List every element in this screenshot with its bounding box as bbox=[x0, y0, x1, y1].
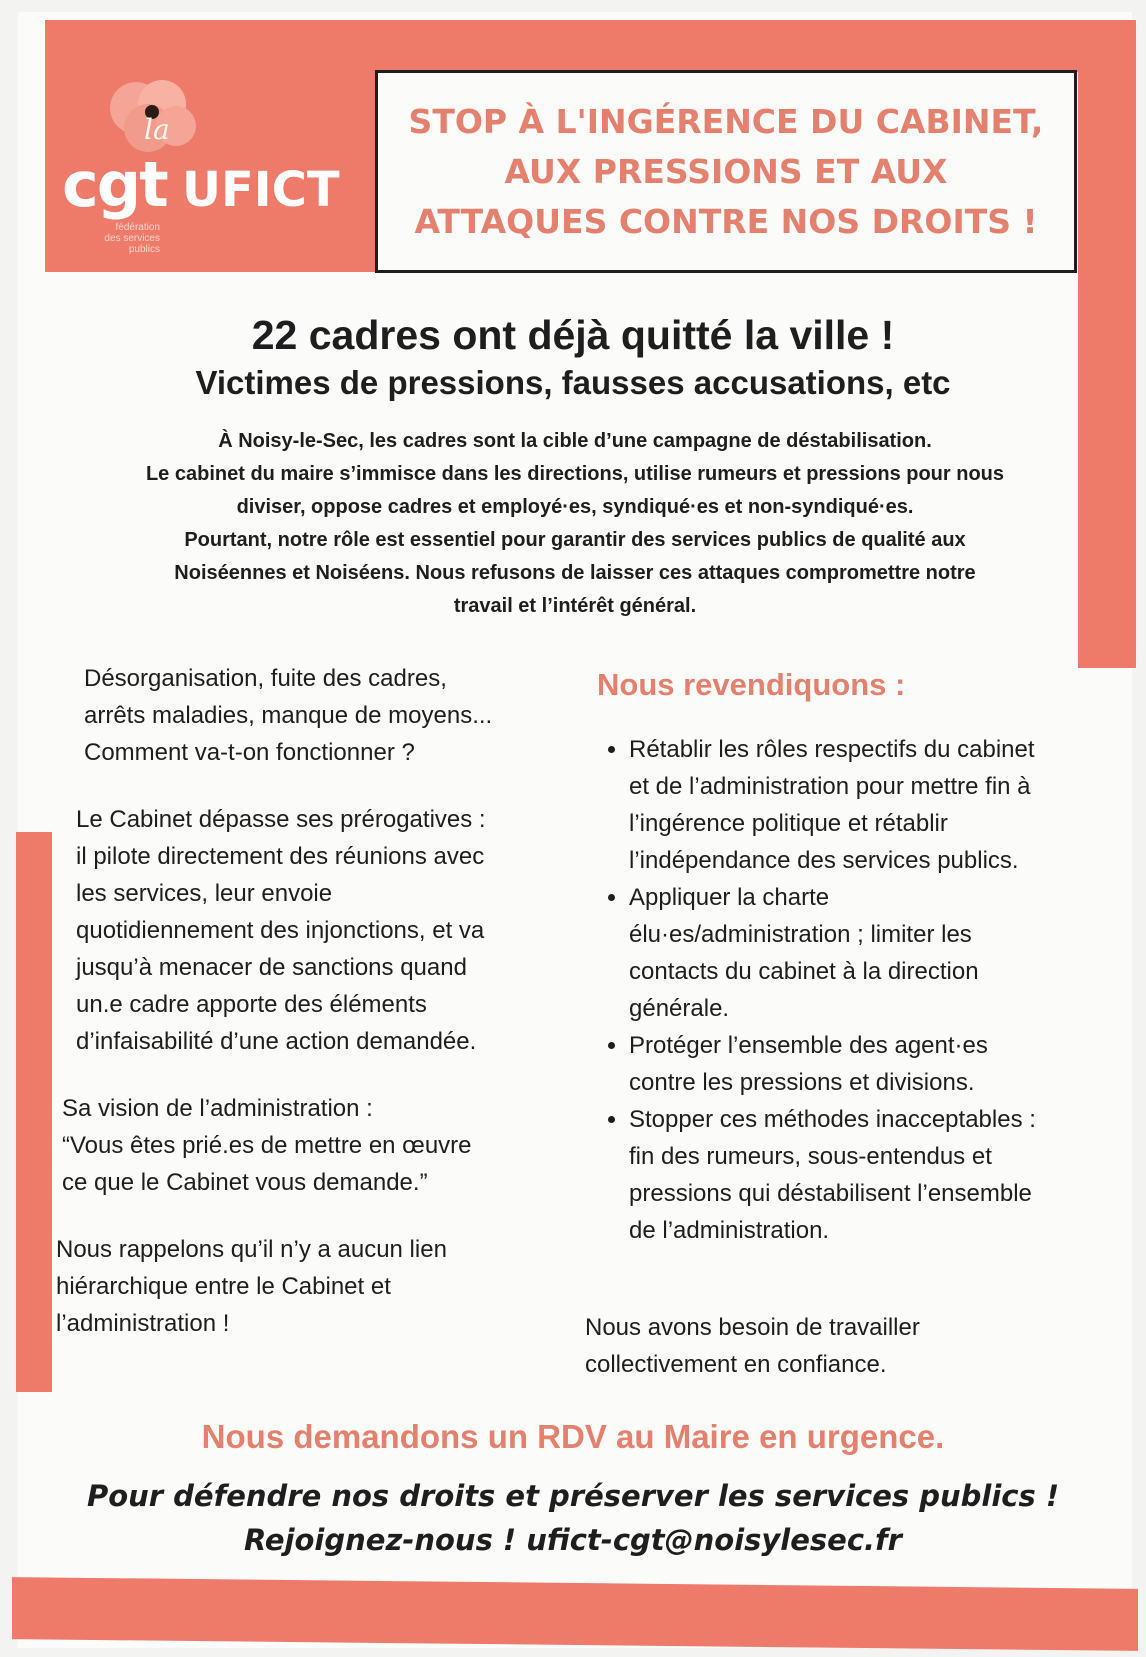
right-column bbox=[585, 666, 1105, 1383]
footer-call bbox=[0, 1474, 1146, 1562]
footer-contact: Rejoignez-nous ! ufict-cgt@noisylesec.fr bbox=[244, 1523, 902, 1557]
stop-banner bbox=[375, 70, 1077, 273]
intro-paragraph: À Noisy-le-Sec, les cadres sont la cible d’une campagne de déstabilisation. Le cabinet du maire s’immisce dans les directions, utilise rumeurs et pressions pour nous diviser, oppose cadres et employé·es, syndiqué·es et non-syndiqué·es. Pourtant, notre rôle est essentiel pour garantir des services publics de qualité aux Noiséennes et Noiséens. Nous refusons de laisser ces attaques compromettre notre travail et l’intérêt général. bbox=[145, 430, 1005, 617]
page-title: 22 cadres ont déjà quitté la ville ! bbox=[251, 312, 895, 358]
paragraph-besoin: Nous avons besoin de travailler collectivement en confiance. bbox=[585, 1314, 920, 1378]
paragraph-disorganisation: Désorganisation, fuite des cadres, arrêts maladies, manque de moyens... Comment va-t-on fonctionner ? bbox=[84, 665, 493, 766]
banner-line: ATTAQUES CONTRE NOS DROITS ! bbox=[414, 201, 1038, 241]
left-column bbox=[56, 660, 556, 1372]
list-item: • Rétablir les rôles respectifs du cabinet et de l’administration pour mettre fin à l’ingérence politique et rétablir l’indépendance des services publics. bbox=[629, 731, 1105, 879]
banner-line: AUX PRESSIONS ET AUX bbox=[504, 151, 948, 191]
paragraph-rappel: Nous rappelons qu’il n’y a aucun lien hiérarchique entre le Cabinet et l’administration ! bbox=[56, 1236, 447, 1337]
rdv-demand: Nous demandons un RDV au Maire en urgence. bbox=[201, 1418, 945, 1455]
list-item: • Protéger l’ensemble des agent·es contre les pressions et divisions. bbox=[629, 1027, 1105, 1101]
paragraph-vision: Sa vision de l’administration : “Vous êtes prié.es de mettre en œuvre ce que le Cabinet vous demande.” bbox=[62, 1095, 472, 1196]
logo-la-text: la bbox=[144, 113, 170, 146]
footer-line: Pour défendre nos droits et préserver les services publics ! bbox=[86, 1479, 1060, 1513]
list-item: • Appliquer la charte élu·es/administration ; limiter les contacts du cabinet à la direction générale. bbox=[629, 879, 1105, 1027]
red-frame-left bbox=[16, 832, 52, 1392]
claims-list bbox=[585, 731, 1105, 1249]
logo-ufict-text: UFICT bbox=[182, 162, 340, 218]
red-frame-bottom bbox=[12, 1577, 1138, 1651]
logo-cgt-text: cgt bbox=[62, 148, 167, 221]
paragraph-cabinet: Le Cabinet dépasse ses prérogatives : il pilote directement des réunions avec les services, leur envoie quotidiennement des injonctions, et va jusqu’à menacer de sanctions quand un.e cadre apporte des éléments d’infaisabilité d’une action demandée. bbox=[76, 806, 486, 1055]
list-item: • Stopper ces méthodes inacceptables : fin des rumeurs, sous-entendus et pressions qui déstabilisent l’ensemble de l’administration. bbox=[629, 1101, 1105, 1249]
claims-title: Nous revendiquons : bbox=[597, 667, 906, 702]
logo-federation-text: fédération des services publics bbox=[104, 222, 160, 255]
cgt-ufict-logo bbox=[60, 70, 370, 270]
page-subtitle: Victimes de pressions, fausses accusations, etc bbox=[195, 364, 951, 401]
banner-line: STOP À L'INGÉRENCE DU CABINET, bbox=[408, 101, 1044, 141]
